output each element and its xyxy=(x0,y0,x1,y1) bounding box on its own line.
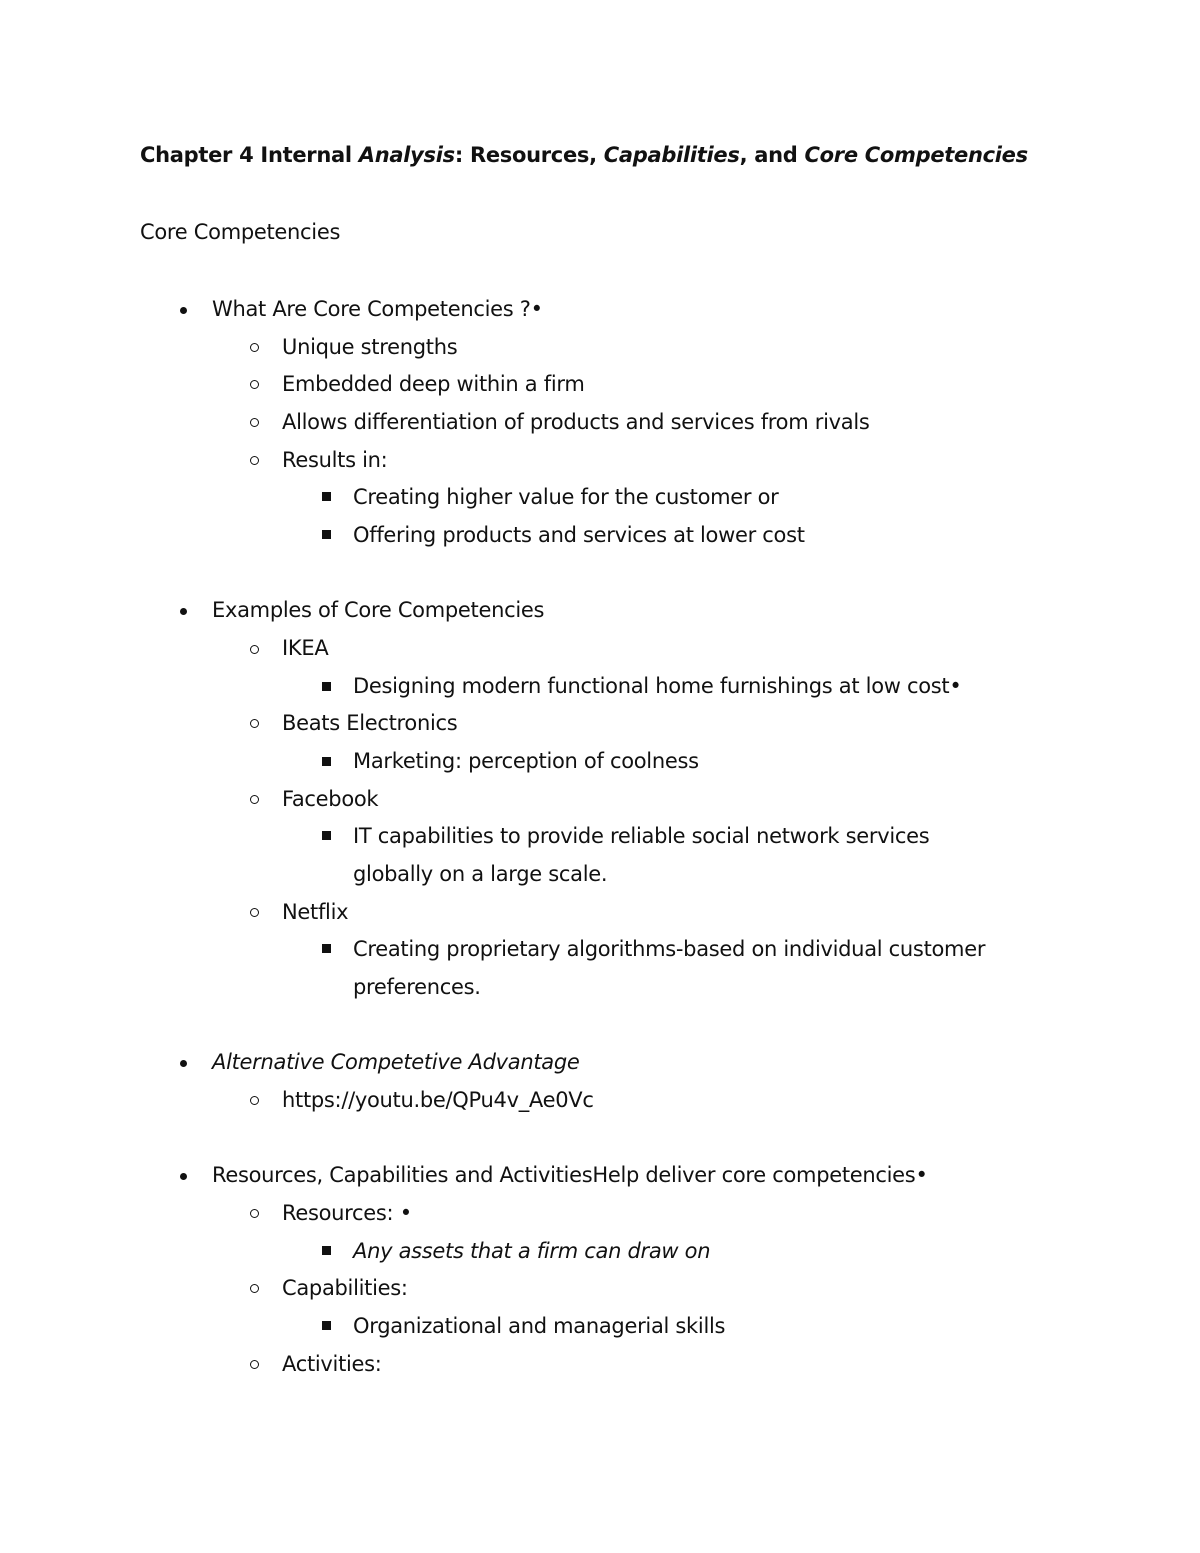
bullet-circle-icon xyxy=(250,645,259,654)
list-item-level3: Creating higher value for the customer or xyxy=(353,485,779,509)
bullet-disc-icon xyxy=(180,1173,187,1180)
title-part-5: , and xyxy=(739,143,805,167)
list-item-level3: IT capabilities to provide reliable social network services xyxy=(353,824,930,848)
list-item-level2: Activities: xyxy=(282,1352,382,1376)
title-part-4: Capabilities xyxy=(603,143,740,167)
list-item-level2-link[interactable]: https://youtu.be/QPu4v_Ae0Vc xyxy=(282,1088,594,1112)
list-item-level2: Results in: xyxy=(282,448,388,472)
bullet-square-icon xyxy=(322,944,331,953)
bullet-disc-icon xyxy=(180,307,187,314)
list-item-level3: Offering products and services at lower cost xyxy=(353,523,805,547)
bullet-square-icon xyxy=(322,530,331,539)
bullet-circle-icon xyxy=(250,719,259,728)
list-item-level2: Netflix xyxy=(282,900,349,924)
bullet-disc-icon xyxy=(180,608,187,615)
title-part-2: Analysis xyxy=(358,143,455,167)
list-item-level3: Designing modern functional home furnishings at low cost• xyxy=(353,674,962,698)
bullet-circle-icon xyxy=(250,1096,259,1105)
bullet-circle-icon xyxy=(250,380,259,389)
list-item-level2: Resources: • xyxy=(282,1201,412,1225)
list-item-level2: Allows differentiation of products and services from rivals xyxy=(282,410,870,434)
bullet-circle-icon xyxy=(250,418,259,427)
list-item-level1: Resources, Capabilities and ActivitiesHelp deliver core competencies• xyxy=(212,1163,928,1187)
list-item-level3: Any assets that a firm can draw on xyxy=(353,1239,711,1263)
list-item-level2: Unique strengths xyxy=(282,335,458,359)
bullet-square-icon xyxy=(322,831,331,840)
bullet-circle-icon xyxy=(250,1209,259,1218)
section-heading: Core Competencies xyxy=(140,220,341,244)
bullet-square-icon xyxy=(322,757,331,766)
list-item-level2: Facebook xyxy=(282,787,379,811)
list-item-level3-continuation: globally on a large scale. xyxy=(353,862,608,886)
list-item-level1: Examples of Core Competencies xyxy=(212,598,545,622)
list-item-level3: Organizational and managerial skills xyxy=(353,1314,726,1338)
list-item-level3: Marketing: perception of coolness xyxy=(353,749,699,773)
list-item-level1: Alternative Competetive Advantage xyxy=(212,1050,580,1074)
list-item-level1: What Are Core Competencies ?• xyxy=(212,297,543,321)
bullet-square-icon xyxy=(322,492,331,501)
bullet-circle-icon xyxy=(250,343,259,352)
list-item-level3: Creating proprietary algorithms-based on individual customer xyxy=(353,937,986,961)
title-part-3: : Resources, xyxy=(454,143,604,167)
bullet-square-icon xyxy=(322,1321,331,1330)
list-item-level2: Embedded deep within a firm xyxy=(282,372,585,396)
bullet-circle-icon xyxy=(250,456,259,465)
list-item-level2: IKEA xyxy=(282,636,329,660)
list-item-level2: Capabilities: xyxy=(282,1276,408,1300)
bullet-circle-icon xyxy=(250,795,259,804)
bullet-circle-icon xyxy=(250,1284,259,1293)
bullet-square-icon xyxy=(322,682,331,691)
title-part-6: Core Competencies xyxy=(804,143,1028,167)
bullet-circle-icon xyxy=(250,908,259,917)
list-item-level2: Beats Electronics xyxy=(282,711,458,735)
bullet-circle-icon xyxy=(250,1360,259,1369)
bullet-disc-icon xyxy=(180,1060,187,1067)
title-part-1: Chapter 4 Internal xyxy=(140,143,359,167)
list-item-level3-continuation: preferences. xyxy=(353,975,481,999)
bullet-square-icon xyxy=(322,1246,331,1255)
chapter-title xyxy=(140,143,1028,167)
